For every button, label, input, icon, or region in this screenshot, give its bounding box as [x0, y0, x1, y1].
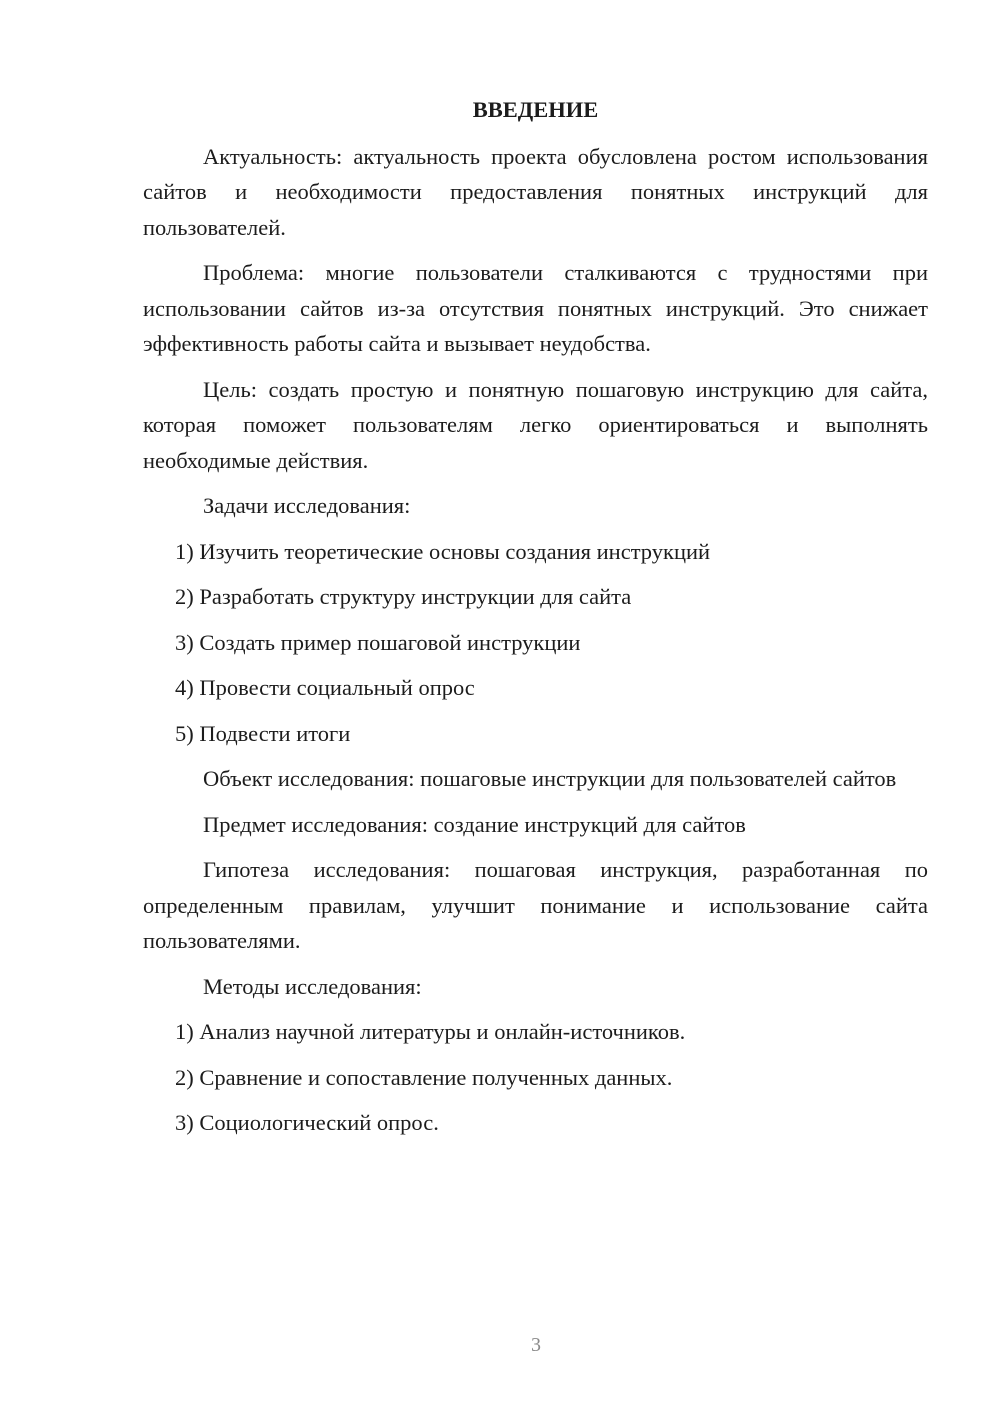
tasks-heading: Задачи исследования: [203, 493, 411, 518]
methods-list [143, 1014, 928, 1141]
page-number: 3 [531, 1334, 541, 1356]
list-item: 3) Создать пример пошаговой инструкции [175, 629, 581, 655]
list-item: 2) Разработать структуру инструкции для сайта [175, 584, 632, 609]
methods-heading: Методы исследования: [203, 973, 422, 999]
section-title: ВВЕДЕНИЕ [472, 97, 599, 122]
list-item: 4) Провести социальный опрос [175, 675, 475, 700]
list-item: 1) Изучить теоретические основы создания инструкций [175, 538, 711, 564]
list-item: 3) Социологический опрос. [175, 1110, 439, 1135]
paragraph-relevance: Актуальность: актуальность проекта обусловлена ростом использования сайтов и необходимости предоставления понятных инструкций для пользователей. [143, 143, 928, 240]
paragraph-object: Объект исследования: пошаговые инструкции для пользователей сайтов [203, 766, 897, 791]
list-item: 1) Анализ научной литературы и онлайн-источников. [175, 1019, 686, 1044]
paragraph-goal: Цель: создать простую и понятную пошаговую инструкцию для сайта, которая поможет пользователям легко ориентироваться и выполнять необходимые действия. [143, 376, 928, 473]
list-item: 2) Сравнение и сопоставление полученных данных. [175, 1064, 673, 1090]
paragraph-subject: Предмет исследования: создание инструкций для сайтов [203, 811, 746, 837]
page-content [143, 92, 928, 1151]
tasks-list [143, 534, 928, 752]
paragraph-hypothesis: Гипотеза исследования: пошаговая инструкция, разработанная по определенным правилам, улучшит понимание и использование сайта пользователями. [143, 857, 928, 953]
list-item: 5) Подвести итоги [175, 720, 351, 746]
paragraph-problem: Проблема: многие пользователи сталкиваются с трудностями при использовании сайтов из-за отсутствия понятных инструкций. Это снижает эффективность работы сайта и вызывает неудобства. [143, 260, 928, 356]
